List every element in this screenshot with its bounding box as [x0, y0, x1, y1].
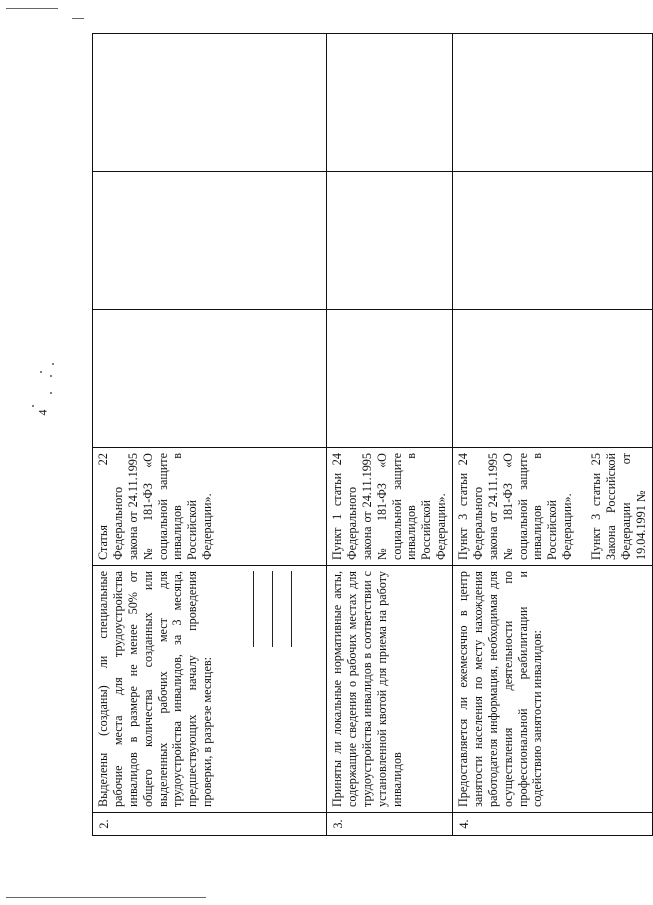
scan-speck: [40, 371, 42, 373]
legal-basis-cell: [453, 448, 653, 566]
blank-line: [235, 571, 254, 647]
page-number: 4: [35, 409, 50, 416]
legal-basis-text: Статья 22 Федерального закона от 24.11.1995 № 181-ФЗ «О социальной защите инвалидов в Российской Федерации».: [96, 453, 215, 560]
scan-line: [72, 18, 84, 19]
monthly-blanks: [235, 571, 292, 647]
question-cell: [327, 566, 453, 813]
answer-cell-yes: [93, 310, 327, 448]
table-row: [93, 34, 327, 836]
notes-cell: [93, 34, 327, 172]
scan-line: [6, 8, 58, 9]
legal-basis-cell: [327, 448, 453, 566]
question-cell: [453, 566, 653, 813]
legal-basis-text: Пункт 3 статьи 24 Федерального закона от 24.11.1995 № 181-ФЗ «О социальной защите инвалидов в Российской Федерации».: [456, 453, 575, 560]
question-text: Предоставляется ли ежемесячно в центр занятости населения по месту нахождения работодателя информация, необходимая для осуществления деятельности по профессиональной реабилитации и содействию занятости инвалидов:: [456, 571, 545, 807]
question-cell: [93, 566, 327, 813]
legal-basis-text: Пункт 1 статьи 24 Федерального закона от 24.11.1995 № 181-ФЗ «О социальной защите инвалидов в Российской Федерации».: [330, 453, 449, 560]
blank-line: [273, 571, 292, 647]
checklist-table: [92, 33, 648, 836]
answer-cell-no: [453, 172, 653, 310]
legal-basis-cell: [93, 448, 327, 566]
answer-cell-no: [93, 172, 327, 310]
table-row: [327, 34, 453, 836]
row-number: 4.: [453, 813, 653, 836]
answer-cell-yes: [327, 310, 453, 448]
notes-cell: [453, 34, 653, 172]
row-number: 3.: [327, 813, 453, 836]
answer-cell-no: [327, 172, 453, 310]
scan-speck: [50, 392, 52, 394]
question-text: Приняты ли локальные нормативные акты, содержащие сведения о рабочих местах для трудоустройства инвалидов в соответствии с установленной квотой для приема на работу инвалидов: [330, 571, 404, 807]
notes-cell: [327, 34, 453, 172]
legal-basis-text-2: Пункт 3 статьи 25 Закона Российской Федерации от 19.04.1991 №: [589, 453, 648, 560]
scan-line: [6, 897, 206, 898]
answer-cell-yes: [453, 310, 653, 448]
row-number: 2.: [93, 813, 327, 836]
scan-speck: [50, 375, 52, 377]
scan-speck: [52, 363, 54, 365]
scan-speck: [32, 405, 34, 407]
question-text: Выделены (созданы) ли специальные рабочие места для трудоустройства инвалидов в размере не менее 50% от общего количества созданных или выделенных рабочих мест для трудоустройства инвалидов, за 3 месяца, предшествующих началу проведения проверки, в разрезе месяцев:: [96, 571, 215, 807]
blank-line: [254, 571, 273, 647]
table-row: [453, 34, 653, 836]
